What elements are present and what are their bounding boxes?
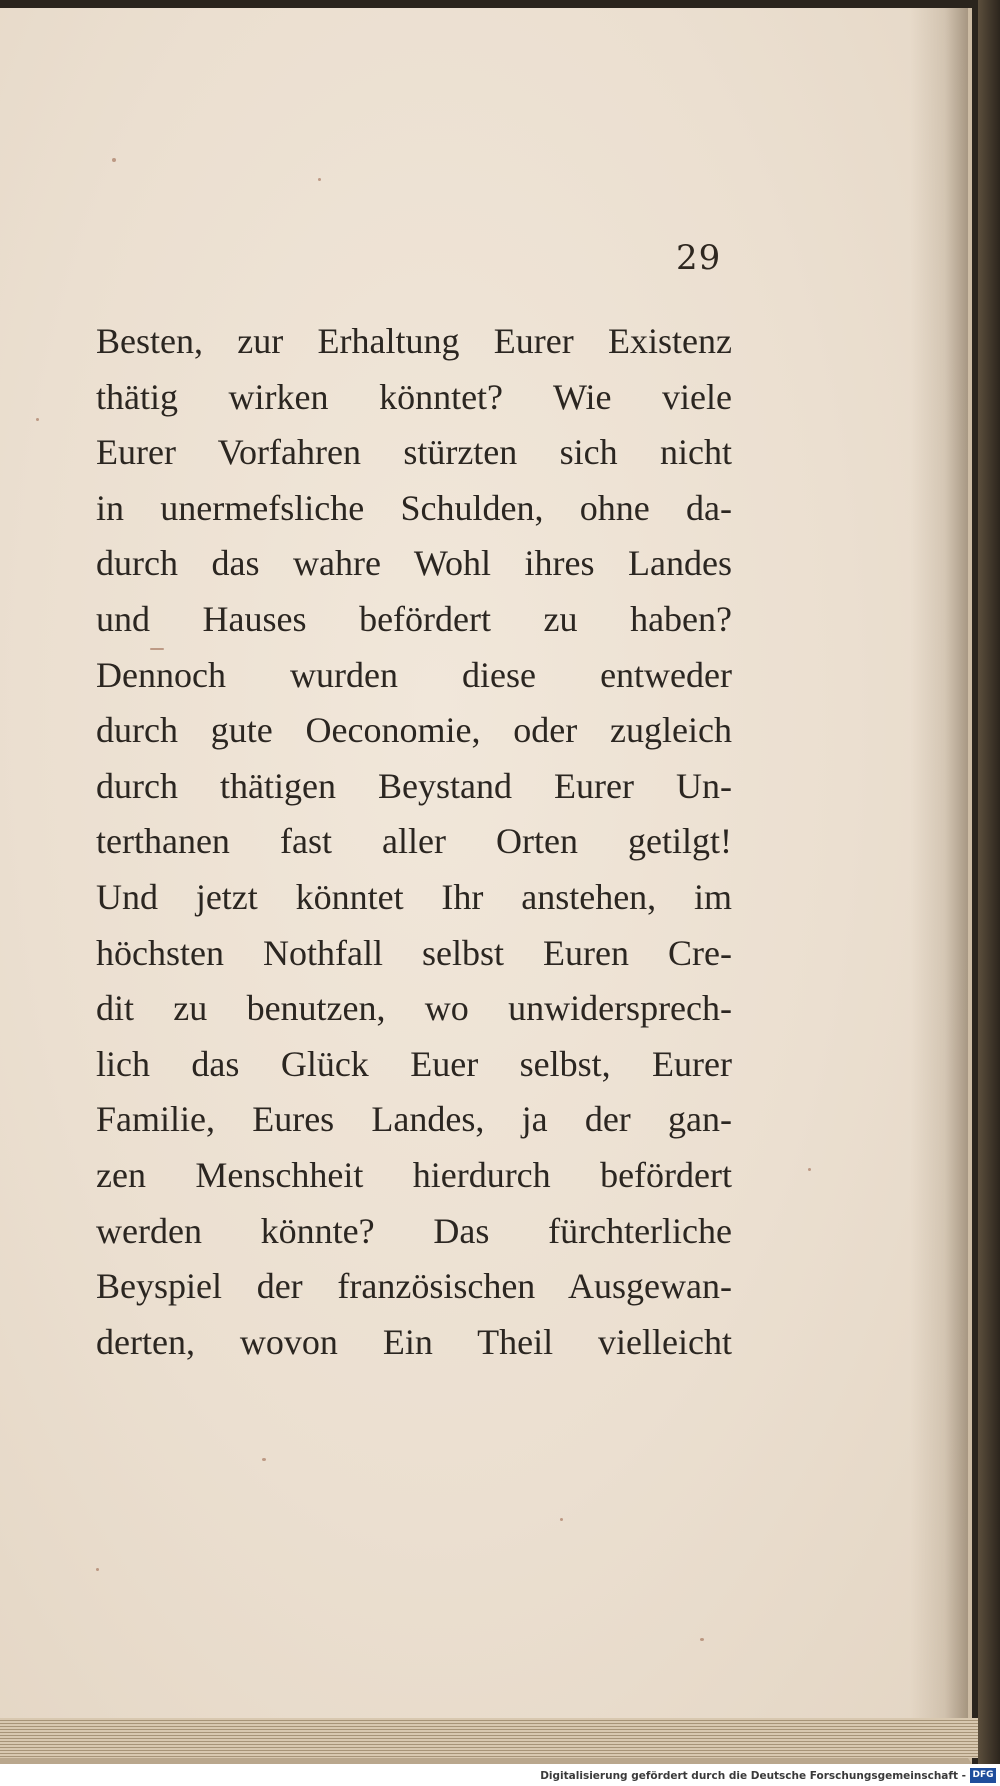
text-line: in unermefsliche Schulden, ohne da-	[96, 487, 732, 528]
book-cover-edge	[978, 0, 1000, 1786]
text-line: derten, wovon Ein Theil vielleicht	[96, 1321, 732, 1362]
book-page	[0, 8, 972, 1764]
digitization-footer	[0, 1764, 1000, 1786]
paper-speck	[700, 1638, 704, 1641]
text-line: Familie, Eures Landes, ja der gan-	[96, 1099, 732, 1140]
page-number: 29	[676, 238, 722, 278]
text-line: Eurer Vorfahren stürzten sich nicht	[96, 432, 732, 473]
body-text	[96, 314, 732, 1370]
text-line: durch das wahre Wohl ihres Landes	[96, 543, 732, 584]
text-line: und Hauses befördert zu haben?	[96, 598, 732, 639]
page-edge-shadow	[910, 8, 968, 1758]
paper-speck	[36, 418, 39, 421]
text-line: Dennoch wurden diese entweder	[96, 654, 732, 695]
text-line: zen Menschheit hierdurch befördert	[96, 1154, 732, 1195]
paper-speck	[808, 1168, 811, 1171]
paper-speck	[318, 178, 321, 181]
text-line: Beyspiel der französischen Ausgewan-	[96, 1266, 732, 1307]
text-line: lich das Glück Euer selbst, Eurer	[96, 1043, 732, 1084]
page-stack-edge	[0, 1718, 985, 1758]
paper-speck	[262, 1458, 266, 1461]
funding-credit: Digitalisierung gefördert durch die Deutsche Forschungsgemeinschaft -	[540, 1770, 966, 1782]
paper-speck	[560, 1518, 563, 1521]
text-line: durch thätigen Beystand Eurer Un-	[96, 765, 732, 806]
text-line: terthanen fast aller Orten getilgt!	[96, 821, 732, 862]
paper-speck	[96, 1568, 99, 1571]
paper-speck	[112, 158, 116, 162]
text-line: werden könnte? Das fürchterliche	[96, 1210, 732, 1251]
text-line: durch gute Oeconomie, oder zugleich	[96, 710, 732, 751]
text-line: Besten, zur Erhaltung Eurer Existenz	[96, 321, 732, 361]
dfg-logo: DFG	[970, 1768, 996, 1783]
text-line: thätig wirken könntet? Wie viele	[96, 376, 732, 417]
text-line: höchsten Nothfall selbst Euren Cre-	[96, 932, 732, 973]
text-line: dit zu benutzen, wo unwidersprech-	[96, 988, 732, 1029]
text-line: Und jetzt könntet Ihr anstehen, im	[96, 876, 732, 917]
